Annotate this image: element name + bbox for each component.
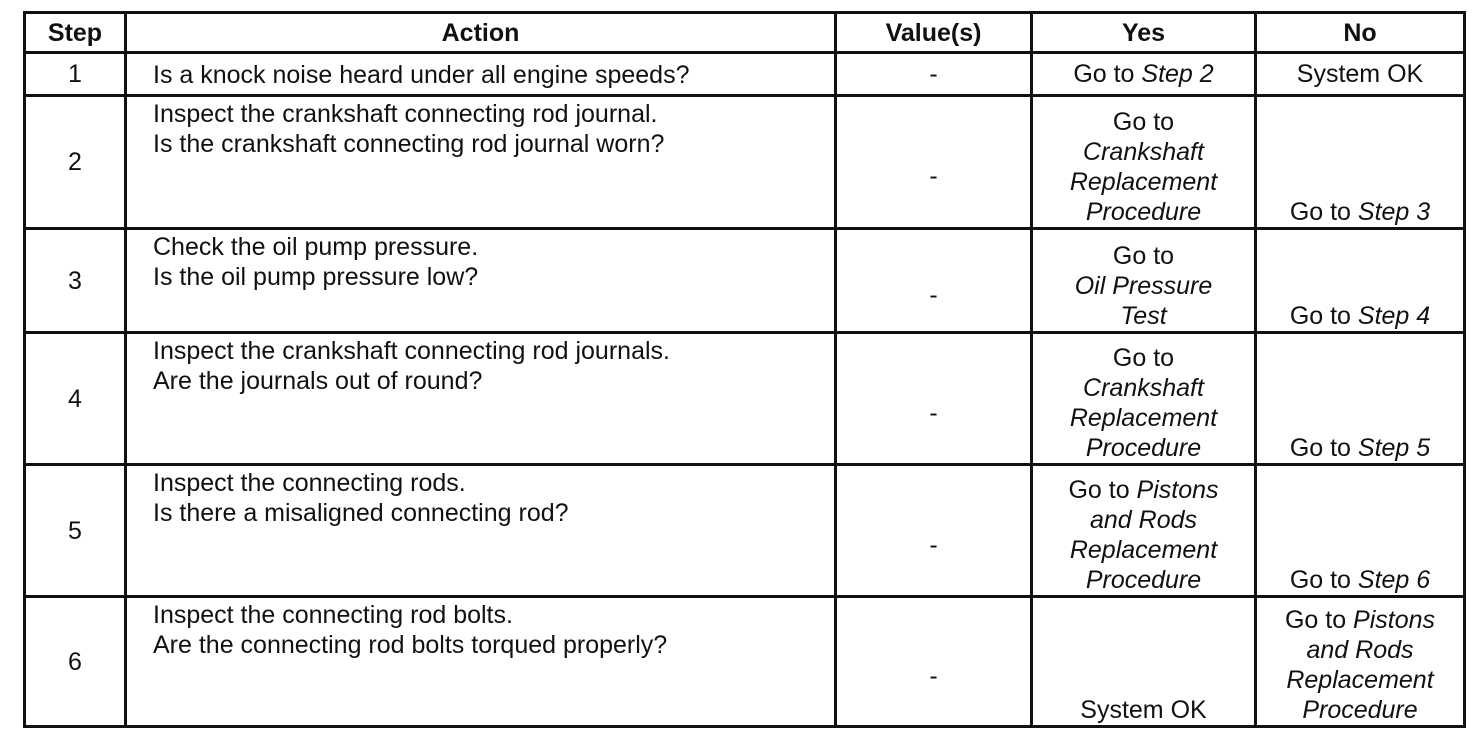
yes-cell-line <box>1033 403 1254 433</box>
diagnostic-table <box>23 11 1466 728</box>
plain-text: System OK <box>1296 60 1424 88</box>
reference-link: Replacement <box>1286 666 1434 694</box>
plain-text: Go to <box>1289 302 1358 330</box>
action-line: Inspect the connecting rod bolts. <box>153 601 513 629</box>
action-line: Is there a misaligned connecting rod? <box>153 499 569 527</box>
reference-link: Test <box>1120 302 1167 330</box>
no-cell-line <box>1257 565 1463 595</box>
diagnostic-table-container <box>23 11 1466 728</box>
reference-link: Replacement <box>1069 536 1218 564</box>
reference-link: Replacement <box>1069 168 1218 196</box>
yes-cell-line <box>1033 343 1254 373</box>
reference-link: Step 2 <box>1141 60 1214 88</box>
yes-cell-line <box>1033 59 1254 89</box>
yes-cell-line <box>1033 475 1254 505</box>
value-text: - <box>929 661 938 690</box>
header-no: No <box>1256 13 1465 53</box>
reference-link: Step 4 <box>1357 302 1431 330</box>
reference-link: Step 3 <box>1357 198 1431 226</box>
step-number: 4 <box>25 333 126 465</box>
reference-link: Step 5 <box>1357 434 1431 462</box>
action-cell <box>126 597 836 727</box>
header-step: Step <box>25 13 126 53</box>
yes-cell-line <box>1033 505 1254 535</box>
header-values: Value(s) <box>836 13 1032 53</box>
value-text: - <box>929 530 938 559</box>
no-cell <box>1256 229 1465 333</box>
table-row <box>25 53 1465 96</box>
yes-cell-line <box>1033 301 1254 331</box>
action-line: Inspect the crankshaft connecting rod journals. <box>153 337 670 365</box>
no-cell-line <box>1257 665 1463 695</box>
step-number: 5 <box>25 465 126 597</box>
no-cell <box>1256 333 1465 465</box>
yes-cell-line <box>1033 137 1254 167</box>
action-cell <box>126 96 836 229</box>
action-cell <box>126 333 836 465</box>
no-cell <box>1256 96 1465 229</box>
yes-cell <box>1032 229 1256 333</box>
reference-link: Crankshaft <box>1083 374 1204 402</box>
value-text: - <box>929 60 938 88</box>
reference-link: Procedure <box>1085 566 1202 594</box>
no-cell <box>1256 597 1465 727</box>
reference-link: Procedure <box>1085 198 1202 226</box>
no-cell-line <box>1257 605 1463 635</box>
no-cell <box>1256 53 1465 96</box>
yes-cell-line <box>1033 197 1254 227</box>
yes-cell <box>1032 96 1256 229</box>
plain-text: Go to <box>1073 60 1142 88</box>
table-body <box>25 53 1465 727</box>
step-number: 3 <box>25 229 126 333</box>
yes-cell-line <box>1033 433 1254 463</box>
value-cell <box>836 229 1032 333</box>
value-cell <box>836 333 1032 465</box>
no-cell-line <box>1257 59 1463 89</box>
yes-cell <box>1032 597 1256 727</box>
reference-link: Procedure <box>1302 696 1418 724</box>
value-cell <box>836 465 1032 597</box>
action-line: Inspect the crankshaft connecting rod journal. <box>153 100 658 128</box>
table-row <box>25 597 1465 727</box>
action-line: Check the oil pump pressure. <box>153 233 479 261</box>
plain-text: Go to <box>1284 606 1354 634</box>
value-cell <box>836 53 1032 96</box>
no-cell-line <box>1257 433 1463 463</box>
no-cell-line <box>1257 197 1463 227</box>
plain-text: Go to <box>1289 434 1358 462</box>
no-cell-line <box>1257 635 1463 665</box>
plain-text: Go to <box>1289 198 1358 226</box>
action-line: Inspect the connecting rods. <box>153 469 466 497</box>
reference-link: and Rods <box>1306 636 1414 664</box>
reference-link: Oil Pressure <box>1074 272 1213 300</box>
reference-link: Pistons <box>1136 476 1219 504</box>
reference-link: Crankshaft <box>1083 138 1204 166</box>
yes-cell-line <box>1033 695 1254 725</box>
step-number: 6 <box>25 597 126 727</box>
action-line: Is the oil pump pressure low? <box>153 263 479 291</box>
header-yes: Yes <box>1032 13 1256 53</box>
yes-cell-line <box>1033 535 1254 565</box>
reference-link: Pistons <box>1353 606 1436 634</box>
table-row <box>25 333 1465 465</box>
reference-link: and Rods <box>1089 506 1198 534</box>
yes-cell-line <box>1033 565 1254 595</box>
reference-link: Procedure <box>1085 434 1202 462</box>
yes-cell-line <box>1033 373 1254 403</box>
yes-cell <box>1032 53 1256 96</box>
table-row <box>25 465 1465 597</box>
no-cell-line <box>1257 695 1463 725</box>
reference-link: Replacement <box>1069 404 1218 432</box>
reference-link: Step 6 <box>1357 566 1431 594</box>
action-line: Are the journals out of round? <box>153 367 483 395</box>
plain-text: Go to <box>1112 344 1175 372</box>
action-cell <box>126 229 836 333</box>
yes-cell-line <box>1033 241 1254 271</box>
action-line: Is a knock noise heard under all engine speeds? <box>153 61 690 89</box>
plain-text: System OK <box>1080 696 1207 724</box>
action-cell <box>126 465 836 597</box>
plain-text: Go to <box>1112 242 1175 270</box>
no-cell-line <box>1257 301 1463 331</box>
action-cell <box>126 53 836 96</box>
table-row <box>25 96 1465 229</box>
plain-text: Go to <box>1068 476 1137 504</box>
no-cell <box>1256 465 1465 597</box>
yes-cell-line <box>1033 271 1254 301</box>
value-text: - <box>929 398 938 427</box>
yes-cell-line <box>1033 107 1254 137</box>
value-cell <box>836 597 1032 727</box>
value-text: - <box>929 280 938 309</box>
plain-text: Go to <box>1112 108 1175 136</box>
header-row <box>25 13 1465 53</box>
value-text: - <box>929 162 938 190</box>
value-cell <box>836 96 1032 229</box>
action-line: Are the connecting rod bolts torqued properly? <box>153 631 668 659</box>
action-line: Is the crankshaft connecting rod journal worn? <box>153 130 665 158</box>
yes-cell-line <box>1033 167 1254 197</box>
header-action: Action <box>126 13 836 53</box>
step-number: 1 <box>25 53 126 96</box>
step-number: 2 <box>25 96 126 229</box>
yes-cell <box>1032 333 1256 465</box>
plain-text: Go to <box>1289 566 1358 594</box>
table-row <box>25 229 1465 333</box>
yes-cell <box>1032 465 1256 597</box>
